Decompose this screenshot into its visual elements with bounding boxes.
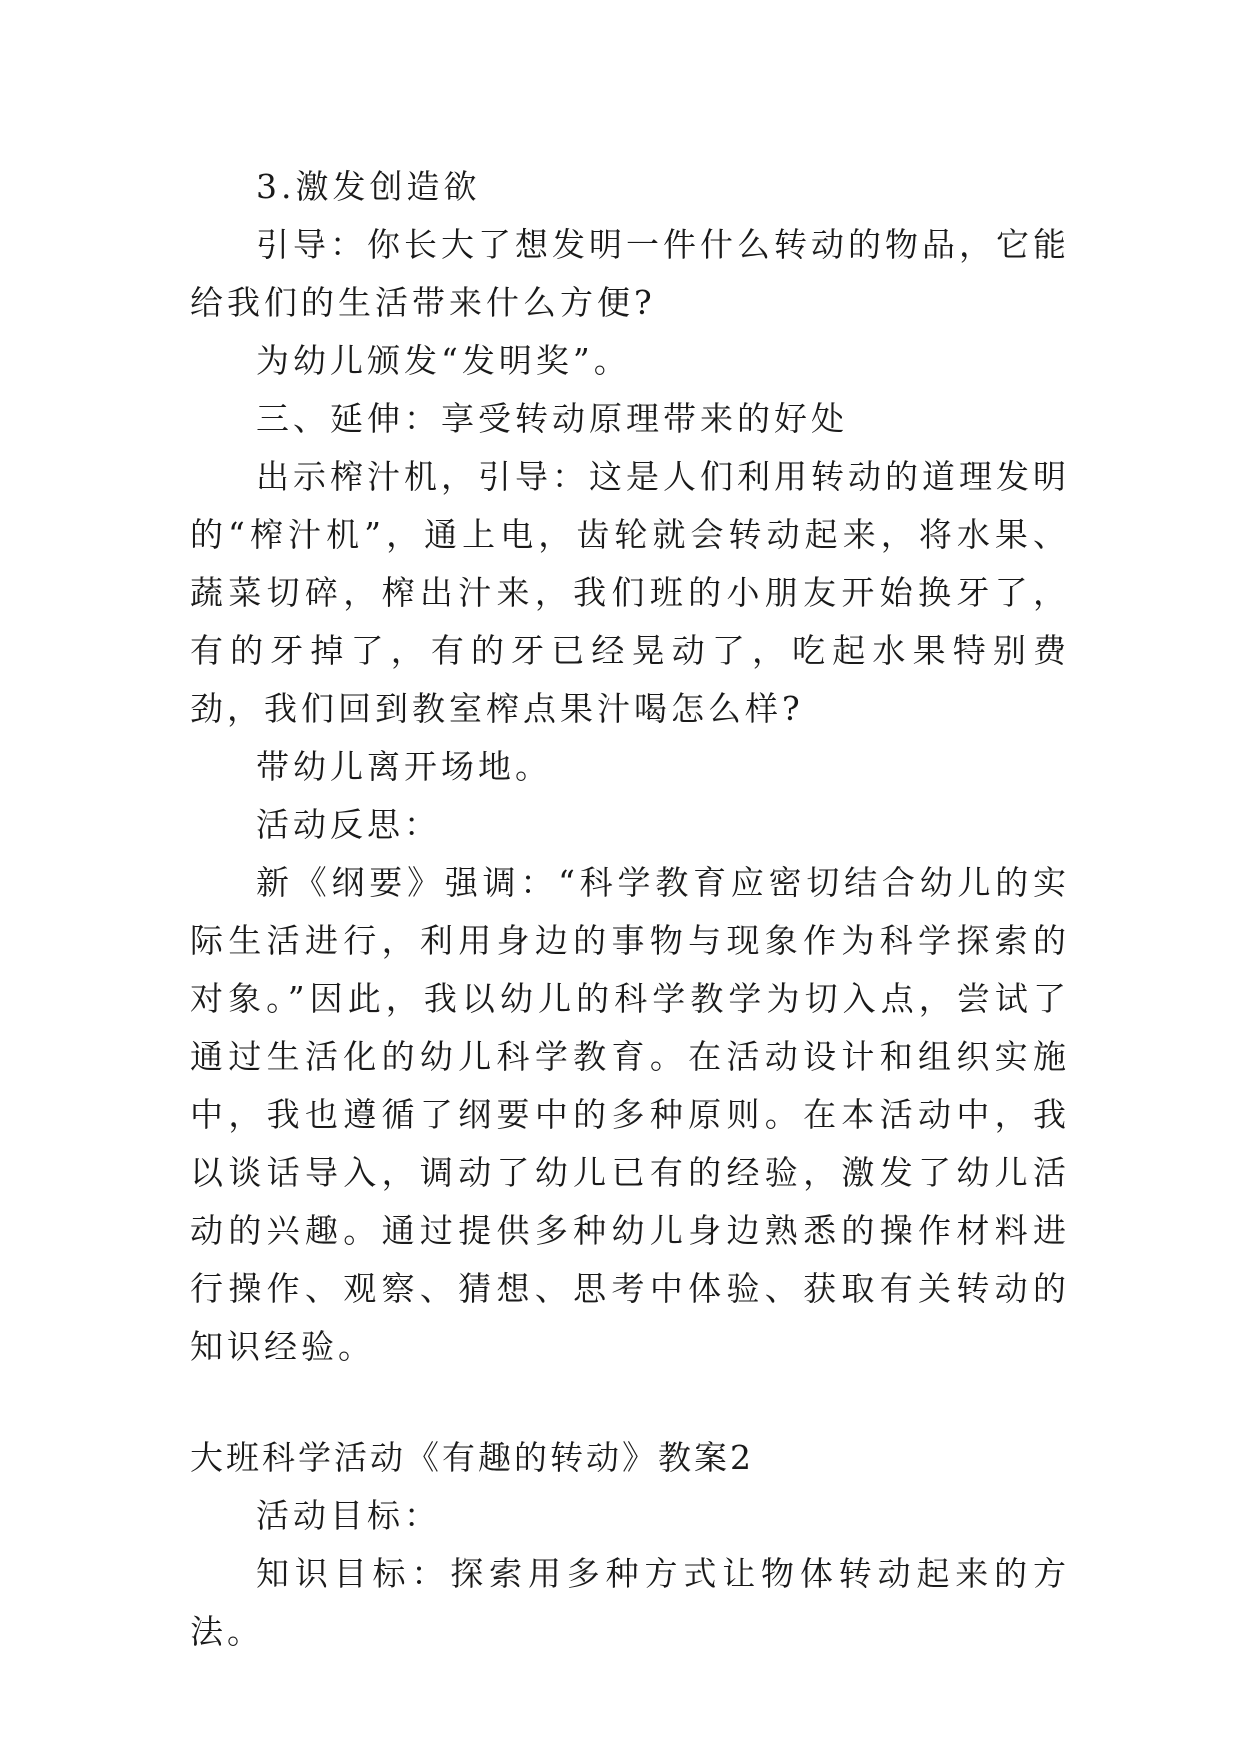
paragraph-award: 为幼儿颁发“发明奖”。 <box>256 341 631 380</box>
paragraph-juicer: 出示榨汁机，引导：这是人们利用转动的道理发明的“榨汁机”，通上电，齿轮就会转动起来，将水果、蔬菜切碎，榨出汁来，我们班的小朋友开始换牙了，有的牙掉了，有的牙已经晃动了，吃起水果特别费劲，我们回到教室榨点果汁喝怎么样? <box>190 457 1070 728</box>
paragraph-reflection-label: 活动反思： <box>256 805 441 844</box>
paragraph-extension-heading: 三、延伸：享受转动原理带来的好处 <box>256 399 848 438</box>
paragraph-reflection-body: 新《纲要》强调：“科学教育应密切结合幼儿的实际生活进行，利用身边的事物与现象作为科学探索的对象。”因此，我以幼儿的科学教学为切入点，尝试了通过生活化的幼儿科学教育。在活动设计和组织实施中，我也遵循了纲要中的多种原则。在本活动中，我以谈话导入，调动了幼儿已有的经验，激发了幼儿活动的兴趣。通过提供多种幼儿身边熟悉的操作材料进行操作、观察、猜想、思考中体验、获取有关转动的知识经验。 <box>190 863 1070 1366</box>
paragraph-goals-label: 活动目标： <box>256 1496 441 1535</box>
paragraph-knowledge-goal: 知识目标：探索用多种方式让物体转动起来的方法。 <box>190 1554 1070 1651</box>
paragraph-guide-question: 引导：你长大了想发明一件什么转动的物品，它能给我们的生活带来什么方便? <box>190 225 1070 322</box>
document-body <box>190 158 1070 1661</box>
paragraph-leave: 带幼儿离开场地。 <box>256 747 552 786</box>
section-title: 大班科学活动《有趣的转动》教案2 <box>190 1438 754 1477</box>
paragraph-step-3: 3.激发创造欲 <box>256 167 481 206</box>
